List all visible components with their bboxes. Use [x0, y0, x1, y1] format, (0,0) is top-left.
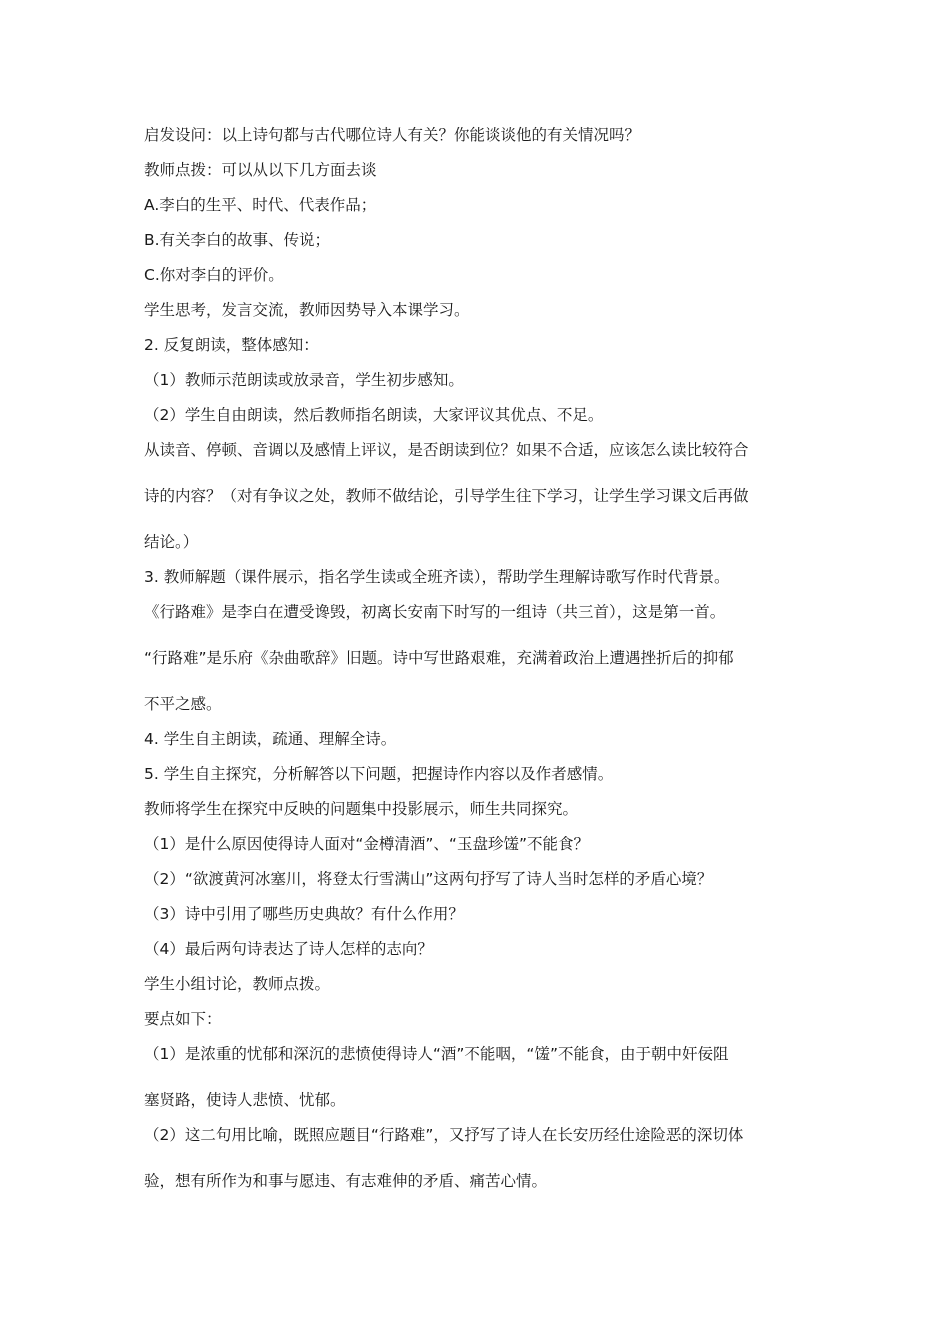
text-line: （1）是什么原因使得诗人面对“金樽清酒”、“玉盘珍馐”不能食？ — [144, 835, 589, 853]
text-line: （2）这二句用比喻，既照应题目“行路难”，又抒写了诗人在长安历经仕途险恶的深切体 — [144, 1126, 744, 1144]
text-line: 2. 反复朗读，整体感知： — [144, 336, 319, 354]
text-line: 启发设问：以上诗句都与古代哪位诗人有关？你能谈谈他的有关情况吗？ — [144, 126, 641, 144]
text-line: 4. 学生自主朗读，疏通、理解全诗。 — [144, 730, 397, 748]
text-line: 诗的内容？（对有争议之处，教师不做结论，引导学生往下学习，让学生学习课文后再做 — [144, 487, 749, 505]
text-line: （1）是浓重的忧郁和深沉的悲愤使得诗人“酒”不能咽，“馐”不能食，由于朝中奸佞阻 — [144, 1045, 729, 1063]
text-line: 教师点拨：可以从以下几方面去谈 — [144, 161, 377, 179]
text-line: 验，想有所作为和事与愿违、有志难伸的矛盾、痛苦心情。 — [144, 1172, 548, 1190]
text-line: 学生思考，发言交流，教师因势导入本课学习。 — [144, 301, 470, 319]
text-line: 5. 学生自主探究，分析解答以下问题，把握诗作内容以及作者感情。 — [144, 765, 614, 783]
text-line: （4）最后两句诗表达了诗人怎样的志向？ — [144, 940, 433, 958]
text-line: “行路难”是乐府《杂曲歌辞》旧题。诗中写世路艰难，充满着政治上遭遇挫折后的抑郁 — [144, 649, 734, 667]
text-line: （2）“欲渡黄河冰塞川，将登太行雪满山”这两句抒写了诗人当时怎样的矛盾心境？ — [144, 870, 713, 888]
text-line: 从读音、停顿、音调以及感情上评议，是否朗读到位？如果不合适，应该怎么读比较符合 — [144, 441, 749, 459]
text-line: 要点如下： — [144, 1010, 222, 1028]
text-line: 《行路难》是李白在遭受谗毁，初离长安南下时写的一组诗（共三首），这是第一首。 — [144, 603, 726, 621]
text-line: （3）诗中引用了哪些历史典故？有什么作用？ — [144, 905, 464, 923]
text-line: 学生小组讨论，教师点拨。 — [144, 975, 331, 993]
text-line: 教师将学生在探究中反映的问题集中投影展示，师生共同探究。 — [144, 800, 579, 818]
text-line: B.有关李白的故事、传说； — [144, 231, 331, 249]
text-line: 3. 教师解题（课件展示，指名学生读或全班齐读），帮助学生理解诗歌写作时代背景。 — [144, 568, 730, 586]
text-line: 塞贤路，使诗人悲愤、忧郁。 — [144, 1091, 346, 1109]
text-line: A.李白的生平、时代、代表作品； — [144, 196, 377, 214]
text-line: 结论。） — [144, 533, 199, 551]
text-line: （1）教师示范朗读或放录音，学生初步感知。 — [144, 371, 464, 389]
text-line: C.你对李白的评价。 — [144, 266, 284, 284]
document-body — [144, 123, 814, 1204]
text-line: 不平之感。 — [144, 695, 222, 713]
text-line: （2）学生自由朗读，然后教师指名朗读，大家评议其优点、不足。 — [144, 406, 604, 424]
